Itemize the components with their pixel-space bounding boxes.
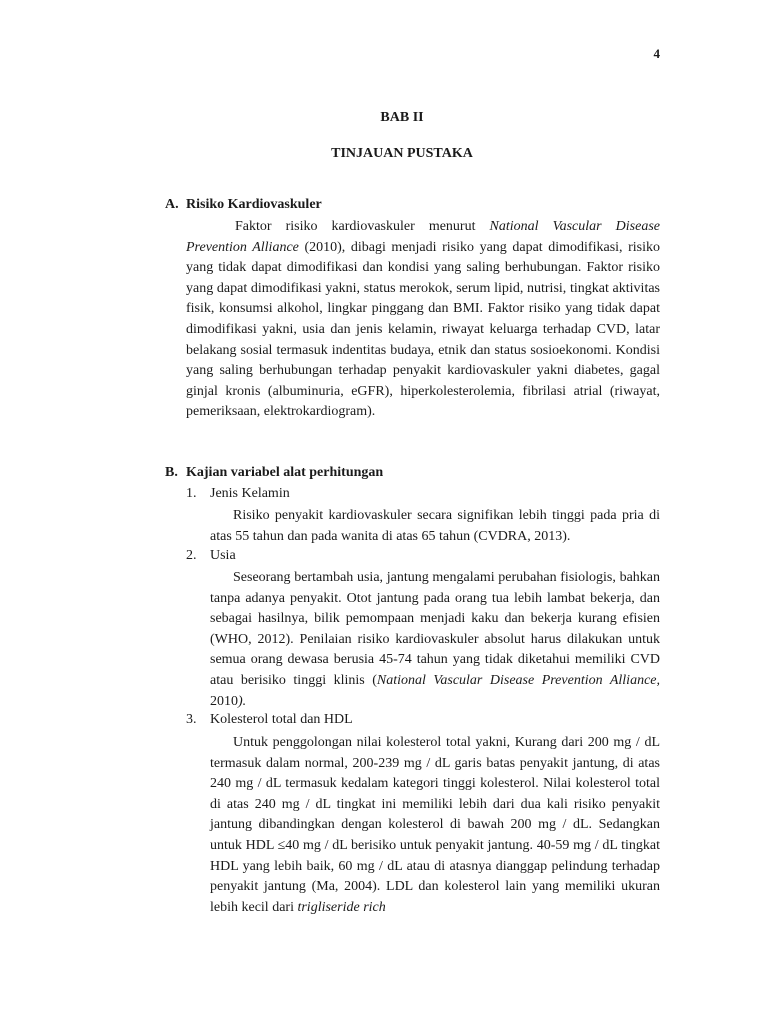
- list-item-2-title: 2. Usia: [186, 548, 236, 563]
- list-item-3-paragraph: Untuk penggolongan nilai kolesterol total yakni, Kurang dari 200 mg / dL termasuk dalam normal, 200-239 mg / dL garis batas penyakit jantung, di atas 240 mg / dL termasuk kedalam kategori tinggi kolesterol. Nilai kolesterol total di atas 240 mg / dL tingkat ini memiliki lebih dari dua kali risiko penyakit jantung dibandingkan dengan kolesterol di bawah 200 mg / dL. Sedangkan untuk HDL ≤40 mg / dL berisiko untuk penyakit jantung. 40-59 mg / dL tingkat HDL yang lebih baik, 60 mg / dL atau di atasnya dianggap pelindung terhadap penyakit jantung (Ma, 2004). LDL dan kolesterol lain yang memiliki ukuran lebih kecil dari trigliseride rich: [210, 735, 660, 915]
- chapter-label: BAB II: [380, 110, 424, 125]
- section-b-marker: B.: [165, 465, 178, 480]
- section-b-heading: [165, 465, 383, 481]
- list-item-1-number: 1.: [186, 486, 197, 501]
- page-number: 4: [653, 46, 660, 61]
- section-a-paragraph: Faktor risiko kardiovaskuler menurut National Vascular Disease Prevention Alliance (2010), dibagi menjadi risiko yang dapat dimodifikasi, risiko yang tidak dapat dimodifikasi dan kondisi yang saling berhubungan. Faktor risiko yang dapat dimodifikasi yakni, status merokok, serum lipid, nutrisi, tingkat aktivitas fisik, konsumsi alkohol, lingkar pinggang dan BMI. Faktor risiko yang tidak dapat dimodifikasi yakni, usia dan jenis kelamin, riwayat keluarga terhadap CVD, latar belakang sosial termasuk indentitas budaya, etnik dan status sosioekonomi. Kondisi yang saling berhubungan terhadap penyakit kardiovaskuler yakni diabetes, gagal ginjal kronis (albuminuria, eGFR), hiperkolesterolemia, fibrilasi atrial (riwayat, pemeriksaan, elektrokardiogram).: [186, 219, 660, 420]
- section-b-title: Kajian variabel alat perhitungan: [186, 465, 384, 480]
- section-a-heading: [165, 197, 322, 213]
- chapter-title: TINJAUAN PUSTAKA: [331, 146, 473, 161]
- list-item-1-paragraph: Risiko penyakit kardiovaskuler secara signifikan lebih tinggi pada pria di atas 55 tahun dan pada wanita di atas 65 tahun (CVDRA, 2013).: [210, 508, 660, 544]
- list-item-2-paragraph: Seseorang bertambah usia, jantung mengalami perubahan fisiologis, bahkan tanpa adanya penyakit. Otot jantung pada orang tua lebih lambat bekerja, dan sebagai hasilnya, bilik pemompaan menjadi kaku dan bekerja kurang efisien (WHO, 2012). Penilaian risiko kardiovaskuler absolut harus dilakukan untuk semua orang dewasa berusia 45-74 tahun yang tidak diketahui memiliki CVD atau berisiko tinggi klinis (National Vascular Disease Prevention Alliance, 2010).: [210, 570, 660, 709]
- list-item-3-title: 3. Kolesterol total dan HDL: [186, 712, 353, 727]
- list-item-2-number: 2.: [186, 548, 197, 563]
- section-a-marker: A.: [165, 197, 179, 212]
- list-item-1-title: 1. Jenis Kelamin: [186, 486, 290, 501]
- section-a-title: Risiko Kardiovaskuler: [186, 197, 322, 212]
- list-item-3-number: 3.: [186, 712, 197, 727]
